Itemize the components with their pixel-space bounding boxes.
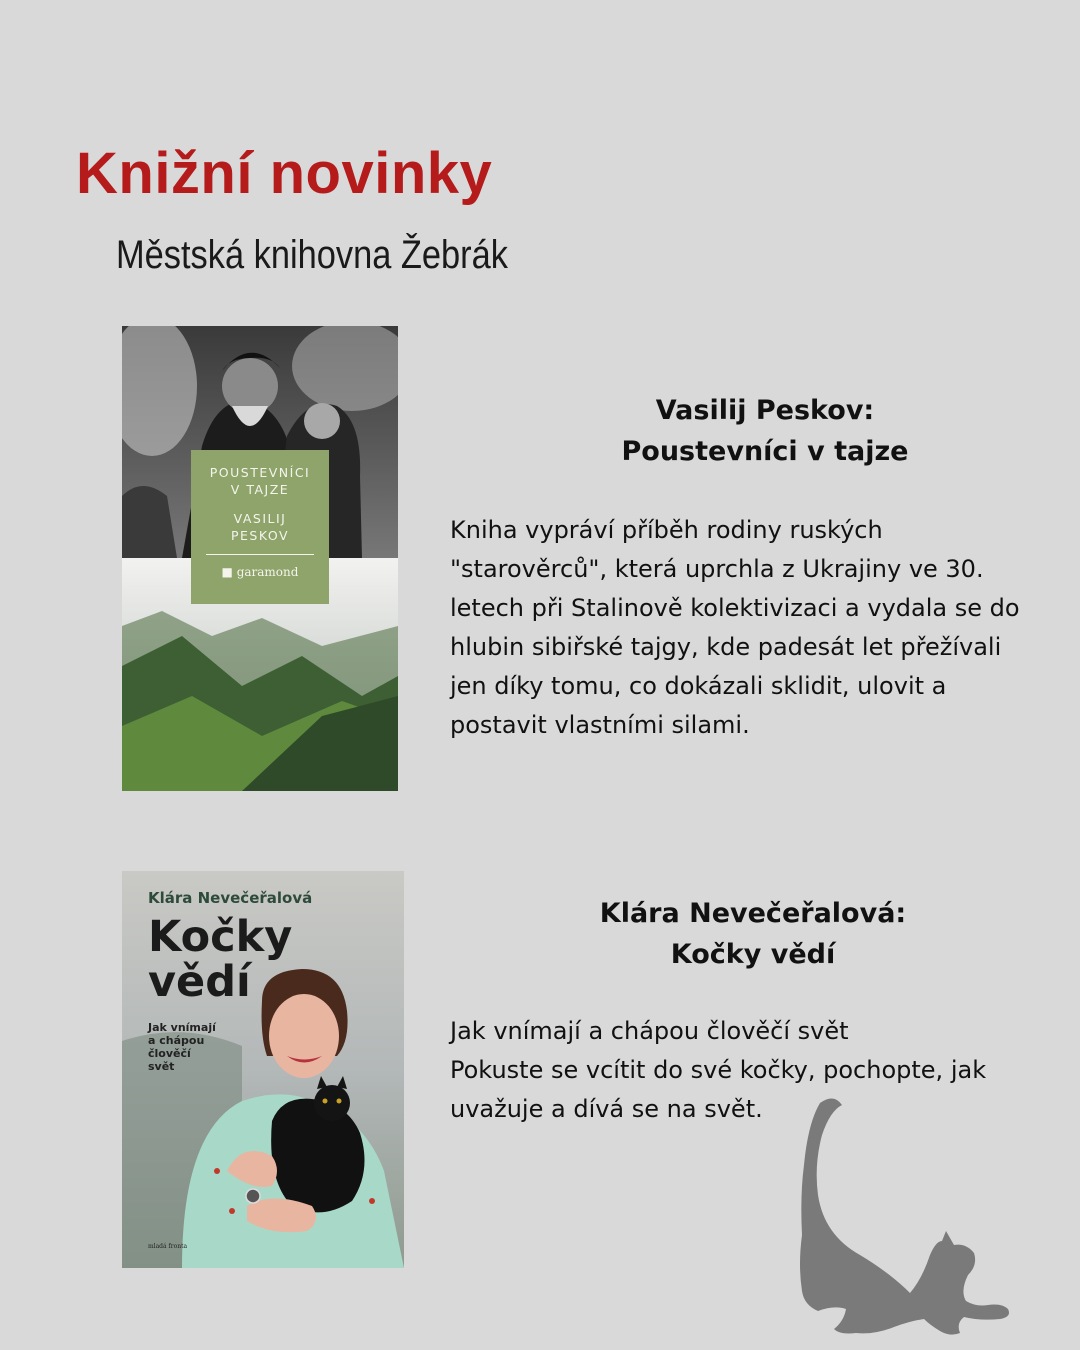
cover-title: Kočky vědí xyxy=(148,912,293,1007)
page-title: Knižní novinky xyxy=(76,141,493,206)
book-cover-poustevnici[interactable] xyxy=(122,326,398,791)
cover-subtitle: Jak vnímají a chápou člověčí svět xyxy=(148,1021,216,1073)
cover-author: Klára Nevečeřalová xyxy=(148,889,313,907)
cover-publisher: mladá fronta xyxy=(148,1243,188,1250)
book-cover-kocky-vedi[interactable] xyxy=(122,871,404,1268)
cat-silhouette-icon xyxy=(790,1095,1020,1340)
book-title: Poustevníci v tajze xyxy=(621,436,909,467)
cover-publisher: ■ garamond xyxy=(221,565,299,579)
cover-title-label xyxy=(191,450,329,604)
book-description: Jak vnímají a chápou člověčí svět Pokuste se vcítit do své kočky, pochopte, jak uvažuje a dívá se na svět. xyxy=(450,1017,987,1123)
book-title: Kočky vědí xyxy=(670,939,836,970)
cover-divider xyxy=(206,554,314,555)
cover-title: POUSTEVNÍCI V TAJZE xyxy=(209,465,311,497)
book-author: Vasilij Peskov: xyxy=(655,395,875,426)
book-heading xyxy=(540,893,966,975)
book-heading xyxy=(560,390,970,472)
book-author: Klára Nevečeřalová: xyxy=(599,898,907,929)
book-description: Kniha vypráví příběh rodiny ruských "starověrců", která uprchla z Ukrajiny ve 30. letech při Stalinově kolektivizaci a vydala se do hlubin sibiřské tajgy, kde padesát let přežívali jen díky tomu, co dokázali sklidit, ulovit a postavit vlastními silami. xyxy=(450,516,1020,739)
library-name: Městská knihovna Žebrák xyxy=(116,233,508,277)
cover-author: VASILIJ PESKOV xyxy=(230,511,290,543)
